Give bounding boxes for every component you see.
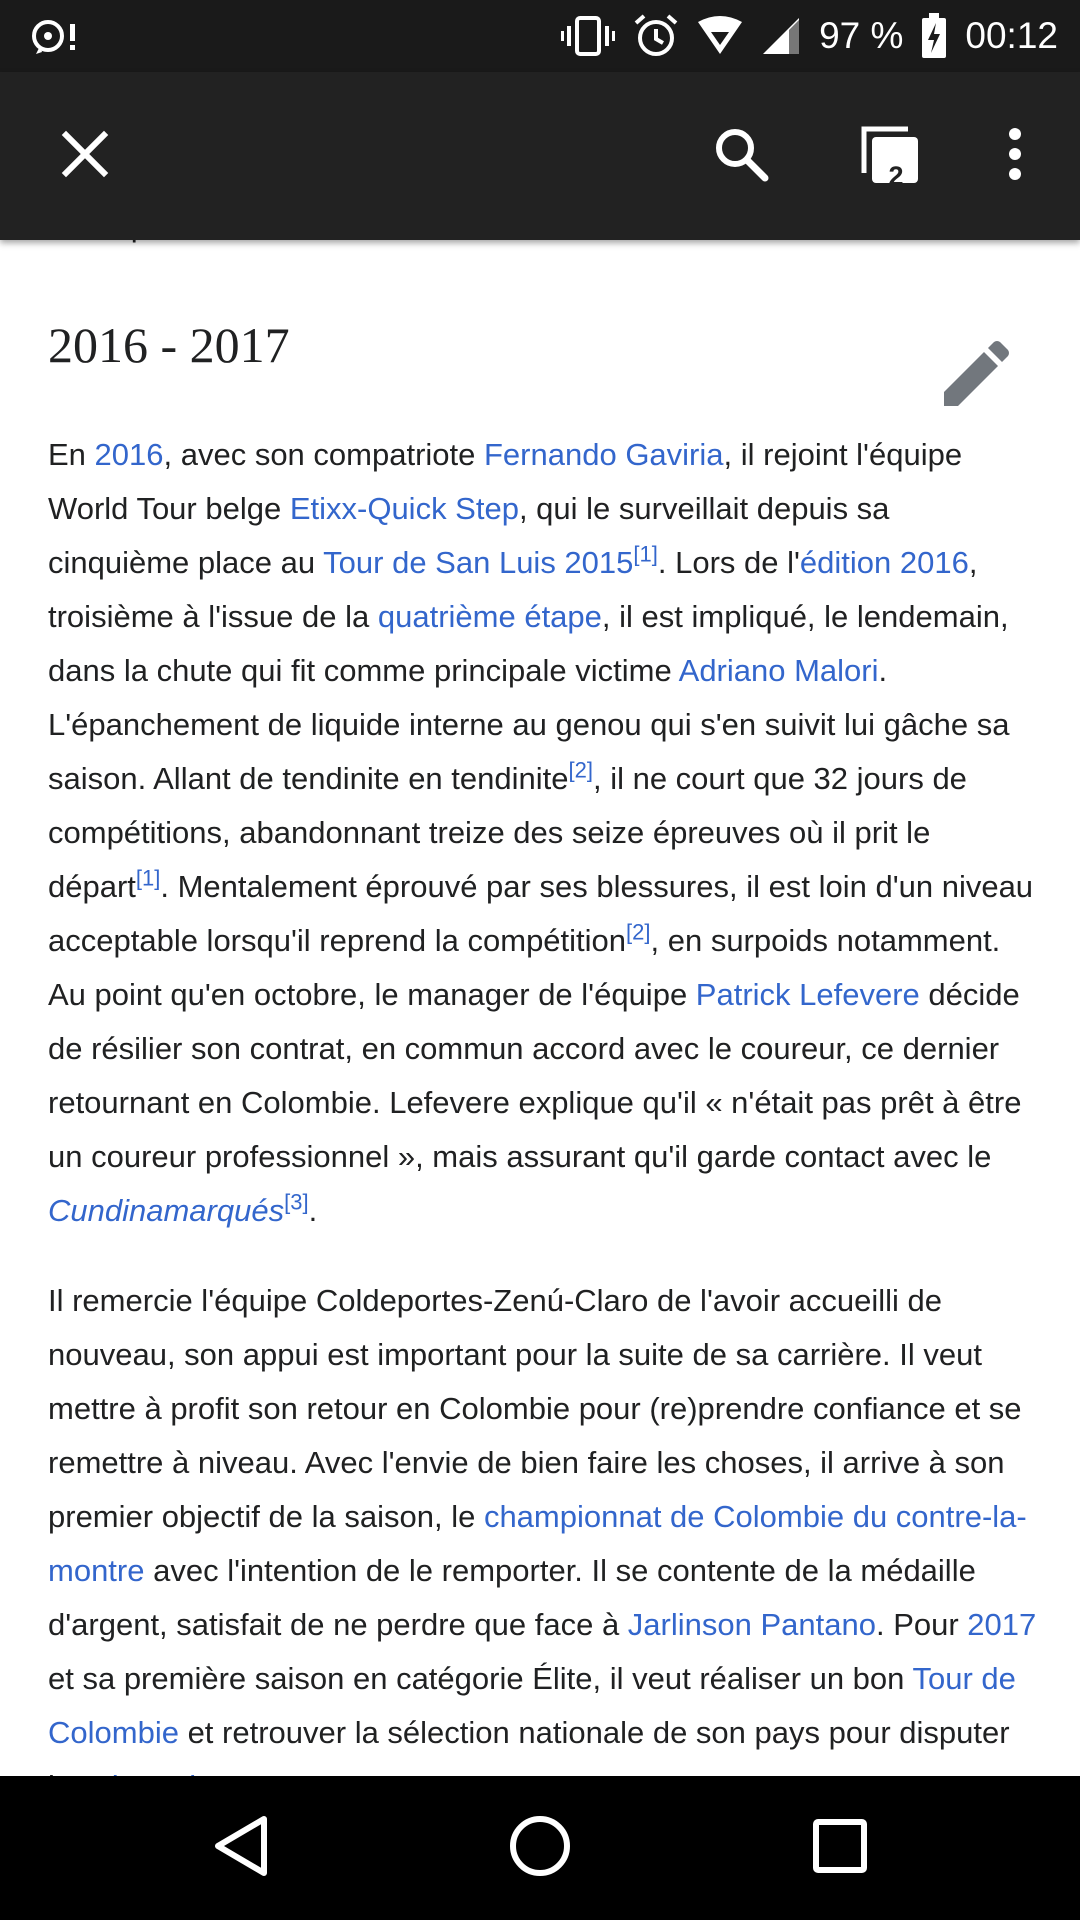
close-button[interactable] bbox=[40, 72, 130, 240]
section-heading: 2016 - 2017 bbox=[48, 317, 290, 373]
more-vert-icon bbox=[1005, 126, 1025, 187]
tabs-button[interactable] bbox=[846, 72, 936, 240]
link-jarlinson-pantano[interactable]: Jarlinson Pantano bbox=[627, 1607, 876, 1642]
home-button[interactable] bbox=[470, 1776, 610, 1920]
link-adriano-malori[interactable]: Adriano Malori bbox=[678, 653, 879, 688]
reference-link[interactable]: [1] bbox=[135, 865, 161, 891]
link-championnat-de-colombie-clm[interactable]: championnat de Colombie du contre-la-montre bbox=[48, 1499, 1027, 1588]
alarm-icon bbox=[633, 13, 679, 59]
clock-time: 00:12 bbox=[965, 15, 1058, 56]
close-icon bbox=[62, 131, 108, 182]
link-etixx-quick-step[interactable]: Etixx-Quick Step bbox=[289, 491, 519, 526]
link-2017[interactable]: 2017 bbox=[967, 1607, 1037, 1642]
link-patrick-lefevere[interactable]: Patrick Lefevere bbox=[695, 977, 920, 1012]
notification-alert-icon bbox=[30, 16, 82, 56]
wifi-icon bbox=[697, 16, 743, 56]
vibrate-icon bbox=[561, 14, 615, 58]
recents-button[interactable] bbox=[770, 1776, 910, 1920]
reference-link[interactable]: [2] bbox=[626, 919, 651, 945]
tabs-icon bbox=[858, 123, 924, 189]
link-tour-de-san-luis-2015[interactable]: Tour de San Luis 2015 bbox=[323, 545, 634, 580]
recents-icon bbox=[812, 1818, 868, 1879]
navigation-bar bbox=[0, 1776, 1080, 1920]
reference-link[interactable]: [2] bbox=[568, 757, 593, 783]
article-content bbox=[0, 240, 1080, 1776]
link-tour-de-colombie[interactable]: Tour de Colombie bbox=[48, 1661, 1016, 1750]
pencil-icon bbox=[940, 397, 1010, 414]
more-options-button[interactable] bbox=[970, 72, 1060, 240]
battery-percent: 97 % bbox=[819, 15, 904, 56]
status-bar bbox=[0, 0, 1080, 72]
tabs-count: 2 bbox=[888, 161, 904, 191]
back-icon bbox=[212, 1814, 272, 1883]
link-cundinamarques[interactable]: Cundinamarqués bbox=[48, 1193, 285, 1228]
link-2016[interactable]: 2016 bbox=[94, 437, 164, 472]
link-edition-2016[interactable]: édition 2016 bbox=[799, 545, 969, 580]
link-quatrieme-etape[interactable]: quatrième étape bbox=[377, 599, 602, 634]
cell-signal-icon bbox=[761, 16, 801, 56]
back-button[interactable] bbox=[172, 1776, 312, 1920]
battery-charging-icon bbox=[921, 13, 947, 59]
home-icon bbox=[508, 1814, 572, 1883]
link-fernando-gaviria[interactable]: Fernando Gaviria bbox=[484, 437, 724, 472]
reference-link[interactable]: [3] bbox=[284, 1189, 309, 1215]
search-button[interactable] bbox=[696, 72, 786, 240]
paragraph-2: Il remercie l'équipe Coldeportes-Zenú-Claro de l'avoir accueilli de nouveau, son appui est important pour la suite de sa carrière. Il veut mettre à profit son retour en Colombie pour (re)prendre confiance et se remettre à niveau. Avec l'envie de bien faire les choses, il arrive à son premier objectif de la saison, le championnat de Colombie du contre-la-montre avec l'intention de le remporter. Il se contente de la médaille d'argent, satisfait de ne perdre que face à Jarlinson Pantano. Pour 2017 et sa première saison en catégorie Élite, il veut réaliser un bon Tour de Colombie et retrouver la sélection nationale de son pays pour disputer bbox=[48, 1274, 1038, 1814]
reference-link[interactable]: [1] bbox=[633, 541, 658, 567]
app-toolbar bbox=[0, 72, 1080, 240]
edit-section-button[interactable] bbox=[940, 340, 1010, 410]
paragraph-1: En 2016, avec son compatriote Fernando Gaviria, il rejoint l'équipe World Tour belge Etixx-Quick Step, qui le surveillait depuis sa cinquième place au Tour de San Luis 2015[1]. Lors de l'édition 2016, troisième à l'issue de la quatrième étape, il est impliqué, le lendemain, dans la chute qui fit comme principale victime Adriano Malori. L'épanchement de liquide interne au genou qui s'en suivit lui gâche sa saison. Allant de tendinite en tendinite[2], il ne court que 32 jours de compétitions, abandonnant treize des seize épreuves où il prit le départ[1]. Mentalement éprouvé par ses blessures, il est loin d'un niveau acceptable lorsqu'il reprend la compétition[2], en surpoids notamment. Au point qu'en octobre, le manager de l'équipe Patrick Lefevere décide de résilier son contrat, en commun accord avec le coureur, ce dernier retournant en Colombie. Lefevere explique qu'il « n'était pas prêt à être un coureur professionnel », mais assurant qu'il garde contact avec le Cundinamarqués[3]. bbox=[48, 437, 1034, 1228]
search-icon bbox=[713, 126, 769, 187]
